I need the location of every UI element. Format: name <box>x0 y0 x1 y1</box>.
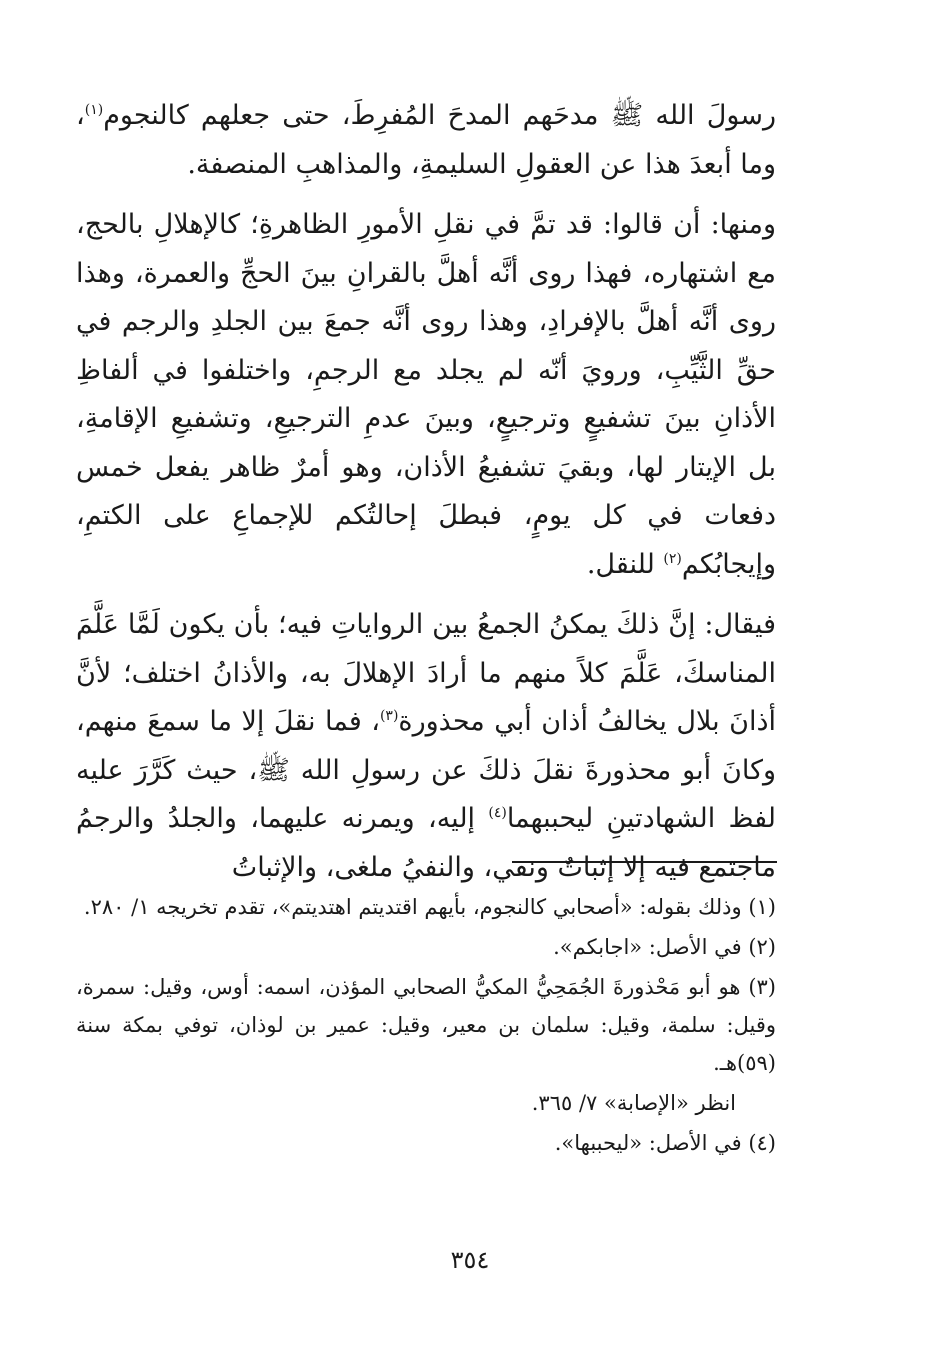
footnote-2: (٢) في الأصل: «اجابكم». <box>553 935 776 959</box>
footnote-divider <box>512 861 777 863</box>
footnote-ref-4: (٤) <box>488 805 507 821</box>
footnote-ref-1: (١) <box>84 102 104 118</box>
page-number: ٣٥٤ <box>450 1246 490 1274</box>
paragraph-1 <box>76 92 776 189</box>
paragraph-2-text-end: للنقل. <box>586 548 664 580</box>
paragraph-1-text-end: ، وما أبعدَ هذا عن العقولِ السليمةِ، والمذاهبِ المنصفة. <box>76 100 776 180</box>
footnote-ref-2: (٢) <box>663 550 682 567</box>
footnote-3-reference: انظر «الإصابة» ٧/ ٣٦٥. <box>531 1091 736 1115</box>
paragraph-2-text: ومنها: أن قالوا: قد تمَّ في نقلِ الأمورِ الظاهرةِ؛ كالإهلالِ بالحج، مع اشتهاره، فهذا روى أنَّه أهلَّ بالقرانِ بينَ الحجِّ والعمرة، وهذا روى أنَّه أهلَّ بالإفرادِ، وهذا روى أنَّه جمعَ بين الجلدِ والرجم في حقِّ الثَّيِّبِ، ورويَ أنّه لم يجلد مع الرجمِ، واختلفوا في ألفاظِ الأذانِ بينَ تشفيعٍ وترجيعٍ، وبينَ عدمِ الترجيعِ، وتشفيعِ الإقامةِ، بل الإيتار لها، وبقيَ تشفيعُ الأذان، وهو أمرٌ ظاهر يفعل خمس دفعات في كل يومٍ، فبطلَ إحالتُكم للإجماعِ على الكتمِ، وإيجابُكم <box>76 209 776 580</box>
paragraph-3-text: فيقال: إنَّ ذلكَ يمكنُ الجمعُ بين الرواياتِ فيه؛ بأن يكون لَمَّا عَلَّمَ المناسكَ، عَلَّمَ كلاً منهم ما أرادَ الإهلالَ به، والأذانُ اختلف؛ لأنَّ أذانَ بلال يخالفُ أذان أبي محذورة <box>76 609 776 737</box>
paragraph-3 <box>76 601 776 892</box>
footnote-1: (١) وذلك بقوله: «أصحابي كالنجوم، بأيهم اقتديتم اهتديتم»، تقدم تخريجه ١/ ٢٨٠. <box>83 895 776 919</box>
paragraph-1-text: رسولَ الله ﷺ مدحَهم المدحَ المُفرِطَ، حتى جعلهم كالنجوم <box>103 100 776 131</box>
paragraph-3-text-mid: ، فما نقلَ إلا ما سمعَ منهم، وكانَ أبو محذورةَ نقلَ ذلكَ عن رسولِ الله ﷺ، حيث كَرَّرَ عليه لفظ الشهادتينِ ليحببهما <box>76 706 776 834</box>
footnote-ref-3: (٣) <box>379 708 399 724</box>
footnote-3: (٣) هو أبو مَحْذورةَ الجُمَحِيُّ المكيُّ الصحابي المؤذن، اسمه: أوس، وقيل: سمرة، وقيل: سلمة، وقيل: سلمان بن معير، وقيل: عمير بن لوذان، توفي بمكة سنة (٥٩)هـ. <box>76 975 776 1075</box>
paragraph-2 <box>76 201 776 589</box>
paragraph-3-text-end: إليه، ويمرنه عليهما، والجلدُ والرجمُ ماجتمع فيه إلا إثباتٌ ونفي، والنفيُ ملغى، والإثباتُ <box>76 803 776 883</box>
footnote-4: (٤) في الأصل: «ليحببها». <box>554 1131 776 1155</box>
footnotes <box>76 888 776 1164</box>
main-text <box>76 92 776 892</box>
